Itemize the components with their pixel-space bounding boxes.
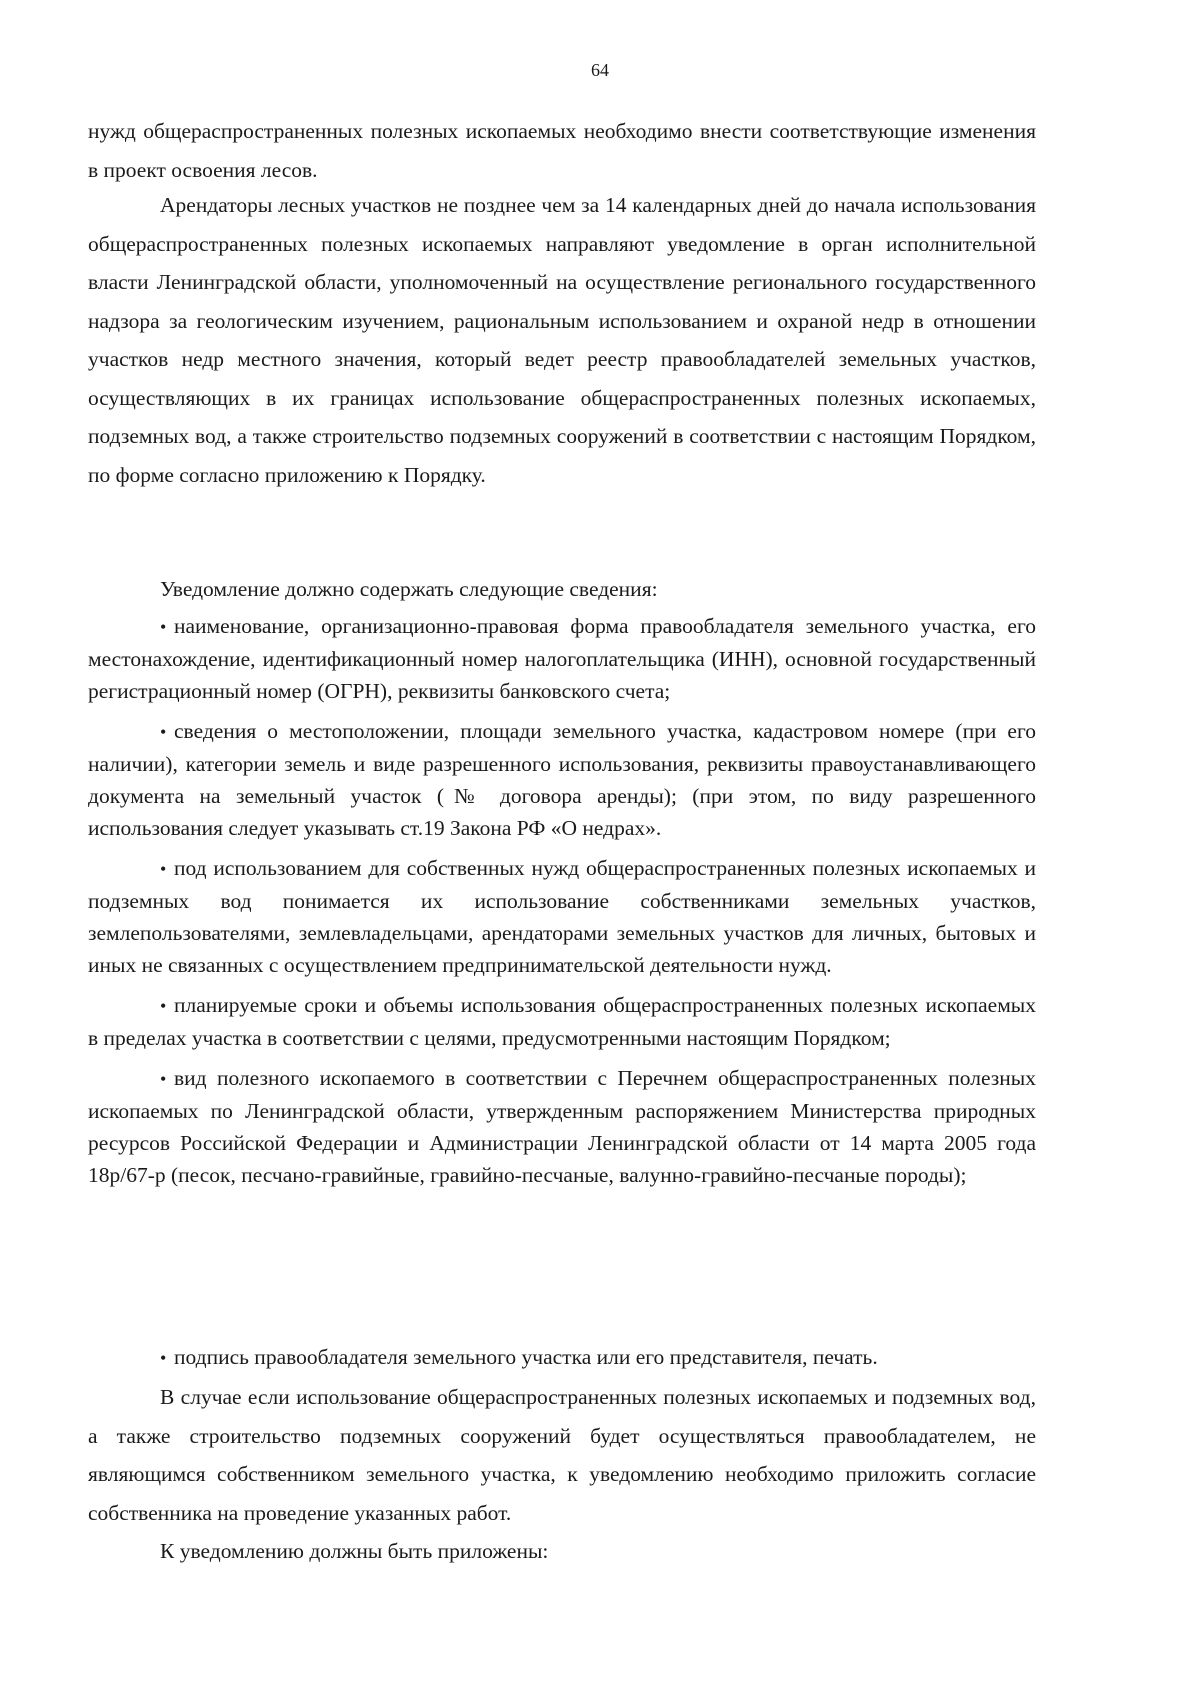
bullet-icon: • [160, 722, 167, 742]
list-item-text: вид полезного ископаемого в соответствии с Перечнем общераспространенных полезных ископаемых по Ленинградской области, утвержденным распоряжением Министерства природных ресурсов Российской Федерации и Администрации Ленинградской области от 14 марта 2005 года 18р/67-р (песок, песчано-гравийные, гравийно-песчаные, валунно-гравийно-песчаные породы); [88, 1066, 1036, 1187]
list-item [88, 715, 1036, 844]
bullet-list-last [88, 1341, 1036, 1374]
paragraph-text: Арендаторы лесных участков не позднее чем за 14 календарных дней до начала использования общераспространенных полезных ископаемых направляют уведомление в орган исполнительной власти Ленинградской области, уполномоченный на осуществление регионального государственного надзора за геологическим изучением, рациональным использованием и охраной недр в отношении участков недр местного значения, который ведет реестр правообладателей земельных участков, осуществляющих в их границах использование общераспространенных полезных ископаемых, подземных вод, а также строительство подземных сооружений в соответствии с настоящим Порядком, по форме согласно приложению к Порядку. [88, 193, 1036, 487]
paragraph-text: Уведомление должно содержать следующие сведения: [160, 577, 658, 601]
bullet-icon: • [160, 1069, 167, 1089]
list-item [88, 610, 1036, 707]
list-item [88, 852, 1036, 981]
list-item-text: под использованием для собственных нужд общераспространенных полезных ископаемых и подземных вод понимается их использование собственниками земельных участков, землепользователями, землевладельцами, арендаторами земельных участков для личных, бытовых и иных не связанных с осуществлением предпринимательской деятельности нужд. [88, 856, 1036, 977]
paragraph-continuation [88, 112, 1036, 189]
list-item-text: подпись правообладателя земельного участка или его представителя, печать. [174, 1345, 878, 1369]
list-item [88, 1062, 1036, 1191]
list-item-text: планируемые сроки и объемы использования общераспространенных полезных ископаемых в пределах участка в соответствии с целями, предусмотренными настоящим Порядком; [88, 993, 1036, 1050]
paragraph-tenants-notice [88, 186, 1036, 494]
paragraph-text: К уведомлению должны быть приложены: [160, 1539, 549, 1563]
bullet-icon: • [160, 859, 167, 879]
paragraph-notice-contents-intro [88, 570, 1036, 609]
bullet-icon: • [160, 1348, 167, 1368]
list-item-text: сведения о местоположении, площади земельного участка, кадастровом номере (при его наличии), категории земель и виде разрешенного использования, реквизиты правоустанавливающего документа на земельный участок (№ договора аренды); (при этом, по виду разрешенного использования следует указывать ст.19 Закона РФ «О недрах». [88, 719, 1036, 840]
paragraph-text: В случае если использование общераспространенных полезных ископаемых и подземных вод, а также строительство подземных сооружений будет осуществляться правообладателем, не являющимся собственником земельного участка, к уведомлению необходимо приложить согласие собственника на проведение указанных работ. [88, 1385, 1036, 1525]
paragraph-attachments-intro [88, 1532, 1036, 1571]
list-item [88, 989, 1036, 1054]
paragraph-owner-consent [88, 1378, 1036, 1532]
page-number: 64 [591, 60, 609, 80]
paragraph-text: нужд общераспространенных полезных ископаемых необходимо внести соответствующие изменения в проект освоения лесов. [88, 119, 1036, 182]
bullet-list [88, 610, 1036, 1191]
bullet-icon: • [160, 617, 167, 637]
bullet-icon: • [160, 996, 167, 1016]
list-item [88, 1341, 1036, 1374]
list-item-text: наименование, организационно-правовая форма правообладателя земельного участка, его местонахождение, идентификационный номер налогоплательщика (ИНН), основной государственный регистрационный номер (ОГРН), реквизиты банковского счета; [88, 614, 1036, 703]
